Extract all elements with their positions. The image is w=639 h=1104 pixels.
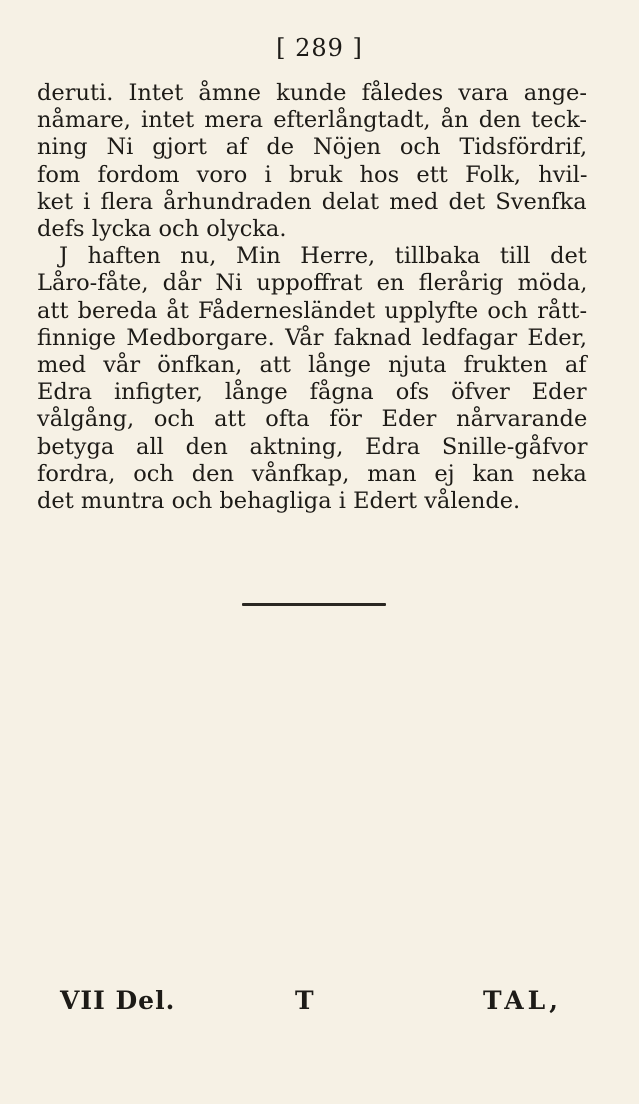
text-line: deruti. Intet åmne kunde fåledes vara ange- bbox=[37, 80, 587, 106]
text-line: det muntra och behagliga i Edert vålende. bbox=[37, 488, 521, 515]
section-divider bbox=[242, 603, 386, 606]
signature-letter: T bbox=[295, 986, 314, 1015]
text-line: Edra infigter, långe fågna ofs öfver Eder bbox=[37, 379, 587, 406]
text-line: Låro-fåte, dår Ni uppoffrat en flerårig möda, bbox=[37, 270, 588, 297]
text-line: J haften nu, Min Herre, tillbaka till det bbox=[59, 243, 587, 270]
page-footer bbox=[0, 986, 639, 1020]
text-line: defs lycka och olycka. bbox=[37, 216, 287, 243]
body-text bbox=[37, 80, 587, 515]
text-line: nåmare, intet mera efterlångtadt, ån den teck- bbox=[37, 107, 587, 134]
text-line: ning Ni gjort af de Nöjen och Tidsfördrif, bbox=[37, 134, 588, 161]
signature-mark: VII Del. bbox=[60, 986, 176, 1015]
text-line: fom fordom voro i bruk hos ett Folk, hvil- bbox=[37, 161, 588, 188]
text-line: ket i flera århundraden delat med det Svenfka bbox=[37, 188, 587, 215]
text-line: vålgång, och att ofta för Eder nårvarande bbox=[37, 406, 588, 433]
text-line: att bereda åt Fådernesländet upplyfte och rått- bbox=[37, 297, 588, 324]
text-line: med vår önfkan, att långe njuta frukten af bbox=[37, 352, 587, 379]
catchword: TAL, bbox=[483, 986, 562, 1015]
text-line: finnige Medborgare. Vår faknad ledfagar Eder, bbox=[37, 324, 588, 351]
text-line: betyga all den aktning, Edra Snille-gåfvor bbox=[37, 433, 588, 460]
text-line: fordra, och den vånfkap, man ej kan neka bbox=[37, 460, 587, 487]
page-header: [ 289 ] bbox=[276, 34, 363, 62]
